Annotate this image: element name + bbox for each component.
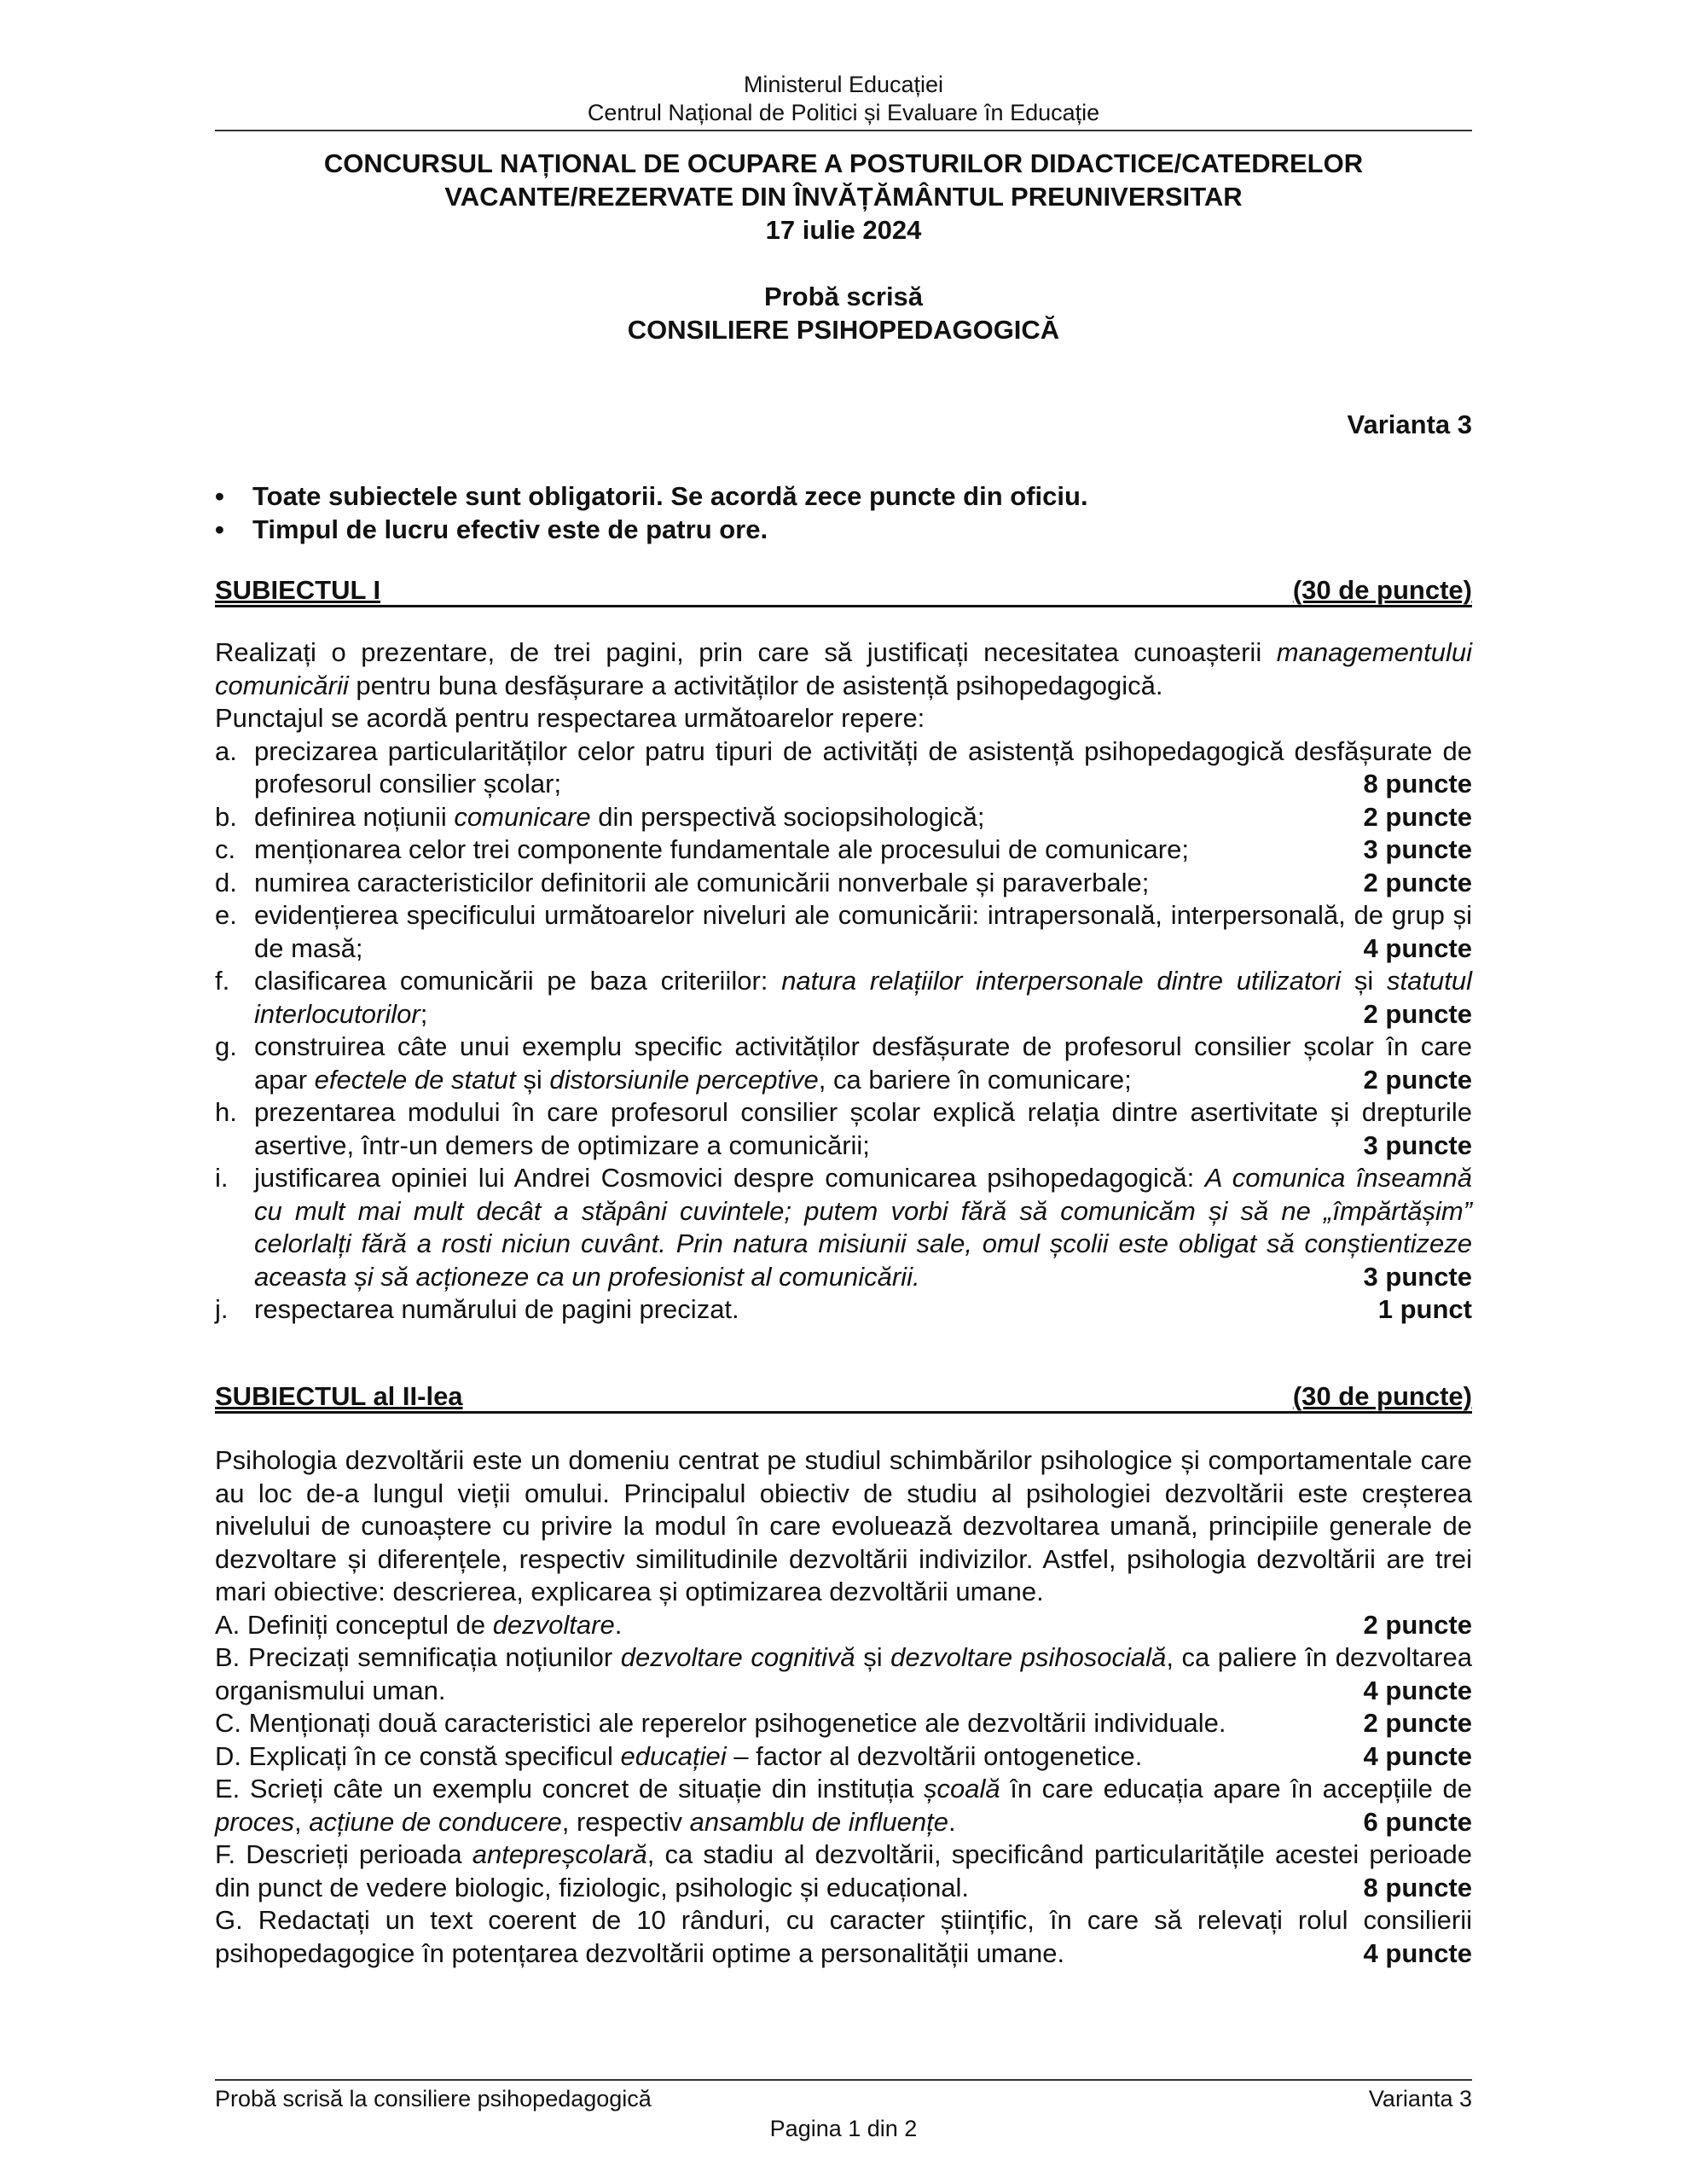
footer-variant: Varianta 3: [1368, 2086, 1472, 2111]
item-text: prezentarea modului în care profesorul consilier școlar explică relația dintre asertivitate și drepturile asertive, într-un demers de optimizare a comunicării; 3 puncte: [254, 1096, 1472, 1162]
subject-2-points: (30 de puncte): [1292, 1381, 1472, 1411]
item-points: 3 puncte: [1363, 1130, 1472, 1160]
ministry-name: Ministerul Educației: [743, 72, 944, 97]
item-points: 4 puncte: [1363, 1675, 1472, 1705]
item-text: construirea câte unui exemplu specific activităților desfășurate de profesorul consilier școlar în care apar efectele de statut și distorsiunile perceptive, ca bariere în comunicare; 2 puncte: [254, 1031, 1472, 1096]
item-label: i.: [215, 1163, 229, 1193]
item-text: justificarea opiniei lui Andrei Cosmovici despre comunicarea psihopedagogică: A comunica înseamnă cu mult mai mult decât a stăpâni cuvintele; putem vorbi fără să comunicăm și să ne „împărtășim” celorlalți fără a rosti niciun cuvânt. Prin natura misiunii sale, omul școlii este obligat să conștientizeze aceasta și să acționeze ca un profesionist al comunicării. 3 puncte: [254, 1162, 1472, 1293]
item-text: definirea noțiunii comunicare din perspectivă sociopsihologică; 2 puncte: [254, 801, 1472, 834]
footer-divider: [215, 2079, 1472, 2081]
task-item: [215, 1773, 1472, 1838]
subject-1-criteria-intro: Punctajul se acordă pentru respectarea următoarelor repere:: [215, 703, 925, 733]
item-text: menționarea celor trei componente fundamentale ale procesului de comunicare; 3 puncte: [254, 834, 1472, 867]
task-item: [215, 1904, 1472, 1970]
bullet-icon: •: [215, 514, 224, 544]
criterion-item: [215, 1096, 1472, 1162]
subject-2-intro: Psihologia dezvoltării este un domeniu centrat pe studiul schimbărilor psihologice și comportamentale care au loc de-a lungul vieții omului. Principalul obiectiv de studiu al psihologiei dezvoltării este creșterea nivelului de cunoaștere cu privire la modul în care evoluează dezvoltarea umană, principiile generale de dezvoltare și diferențele, respectiv similitudinile dezvoltării indivizilor. Astfel, psihologia dezvoltării are trei mari obiective: descrierea, explicarea și optimizarea dezvoltării umane.: [215, 1445, 1472, 1606]
item-label: a.: [215, 735, 237, 766]
subject-1-intro: Realizați o prezentare, de trei pagini, prin care să justificați necesitatea cunoașterii managementului comunicării pentru buna desfășurare a activităților de asistență psihopedagogică.: [215, 637, 1472, 700]
task-item: [215, 1838, 1472, 1904]
instructions-list: [215, 479, 1472, 546]
item-label: j.: [215, 1294, 229, 1324]
item-label: e.: [215, 900, 237, 930]
item-points: 3 puncte: [1363, 1261, 1472, 1292]
title-line-2: VACANTE/REZERVATE DIN ÎNVĂȚĂMÂNTUL PREUNIVERSITAR: [444, 182, 1243, 212]
criterion-item: [215, 735, 1472, 801]
criterion-item: [215, 965, 1472, 1031]
title-line-1: CONCURSUL NAȚIONAL DE OCUPARE A POSTURILOR DIDACTICE/CATEDRELOR: [323, 148, 1364, 178]
criterion-item: [215, 1162, 1472, 1293]
item-text: A. Definiți conceptul de dezvoltare. 2 puncte: [215, 1609, 1472, 1642]
instruction-item: • Toate subiectele sunt obligatorii. Se acordă zece puncte din oficiu.: [215, 481, 1088, 511]
item-points: 2 puncte: [1363, 1064, 1472, 1095]
bullet-icon: •: [215, 481, 224, 511]
item-text: E. Scrieți câte un exemplu concret de situație din instituția școală în care educația apare în accepțiile de proces, acțiune de conducere, respectiv ansamblu de influențe. 6 puncte: [215, 1773, 1472, 1838]
criterion-item: [215, 867, 1472, 900]
subject-1-criteria-list: [215, 735, 1472, 1327]
item-text: D. Explicați în ce constă specificul educației – factor al dezvoltării ontogenetice. 4 puncte: [215, 1740, 1472, 1774]
subject-1-points: (30 de puncte): [1292, 575, 1472, 605]
item-points: 2 puncte: [1363, 998, 1472, 1029]
subject-1-body: [215, 636, 1472, 1327]
task-item: [215, 1707, 1472, 1740]
task-item: [215, 1609, 1472, 1642]
task-item: [215, 1641, 1472, 1707]
exam-date: 17 iulie 2024: [765, 215, 922, 245]
item-label: f.: [215, 966, 230, 996]
item-text: respectarea numărului de pagini precizat. 1 punct: [254, 1293, 1472, 1327]
item-text: clasificarea comunicării pe baza criteriilor: natura relațiilor interpersonale dintre utilizatori și statutul interlocutorilor; 2 puncte: [254, 965, 1472, 1031]
variant-label: Varianta 3: [1347, 410, 1472, 439]
item-points: 4 puncte: [1363, 1937, 1472, 1968]
criterion-item: [215, 1031, 1472, 1096]
subject-2-body: [215, 1444, 1472, 1970]
item-points: 8 puncte: [1363, 1872, 1472, 1902]
item-label: c.: [215, 834, 236, 864]
item-text: F. Descrieți perioada antepreșcolară, ca stadiu al dezvoltării, specificând particularitățile acestei perioade din punct de vedere biologic, fiziologic, psihologic și educațional. 8 puncte: [215, 1838, 1472, 1904]
criterion-item: [215, 1293, 1472, 1327]
subject-2-heading: [215, 1382, 1472, 1414]
item-text: G. Redactați un text coerent de 10 rânduri, cu caracter științific, în care să relevați rolul consilierii psihopedagogice în potențarea dezvoltării optime a personalității umane. 4 puncte: [215, 1904, 1472, 1970]
item-text: C. Menționați două caracteristici ale reperelor psihogenetice ale dezvoltării individuale. 2 puncte: [215, 1707, 1472, 1740]
exam-type: Probă scrisă: [763, 282, 924, 311]
task-item: [215, 1740, 1472, 1774]
item-text: evidențierea specificului următoarelor niveluri ale comunicării: intrapersonală, interpersonală, de grup și de masă; 4 puncte: [254, 899, 1472, 965]
item-points: 1 punct: [1377, 1294, 1472, 1324]
criterion-item: [215, 834, 1472, 867]
item-label: d.: [215, 867, 237, 897]
item-points: 3 puncte: [1363, 834, 1472, 864]
item-points: 2 puncte: [1363, 867, 1472, 897]
subject-1-title: SUBIECTUL I: [215, 575, 381, 605]
item-text: precizarea particularităților celor patru tipuri de activități de asistență psihopedagogică desfășurate de profesorul consilier școlar; 8 puncte: [254, 735, 1472, 801]
exam-subject: CONSILIERE PSIHOPEDAGOGICĂ: [627, 315, 1060, 345]
page-number: Pagina 1 din 2: [769, 2116, 918, 2141]
subject-2-title: SUBIECTUL al II-lea: [215, 1381, 463, 1411]
subject-2-task-list: [215, 1609, 1472, 1971]
subject-1-heading: [215, 576, 1472, 607]
item-label: g.: [215, 1031, 237, 1061]
item-label: b.: [215, 801, 237, 832]
item-points: 6 puncte: [1363, 1806, 1472, 1837]
item-points: 4 puncte: [1363, 1740, 1472, 1771]
criterion-item: [215, 899, 1472, 965]
item-text: B. Precizați semnificația noțiunilor dezvoltare cognitivă și dezvoltare psihosocială, ca paliere în dezvoltarea organismului uman. 4 puncte: [215, 1641, 1472, 1707]
item-points: 4 puncte: [1363, 932, 1472, 963]
header-divider: [215, 130, 1472, 131]
item-label: h.: [215, 1097, 237, 1127]
criterion-item: [215, 801, 1472, 834]
item-points: 2 puncte: [1363, 801, 1472, 832]
center-name: Centrul Național de Politici și Evaluare în Educație: [587, 100, 1100, 125]
item-points: 8 puncte: [1363, 769, 1472, 799]
item-points: 2 puncte: [1363, 1609, 1472, 1640]
item-points: 2 puncte: [1363, 1708, 1472, 1738]
footer-exam-label: Probă scrisă la consiliere psihopedagogică: [215, 2086, 652, 2111]
instruction-item: • Timpul de lucru efectiv este de patru ore.: [215, 514, 768, 544]
item-text: numirea caracteristicilor definitorii ale comunicării nonverbale și paraverbale; 2 puncte: [254, 867, 1472, 900]
